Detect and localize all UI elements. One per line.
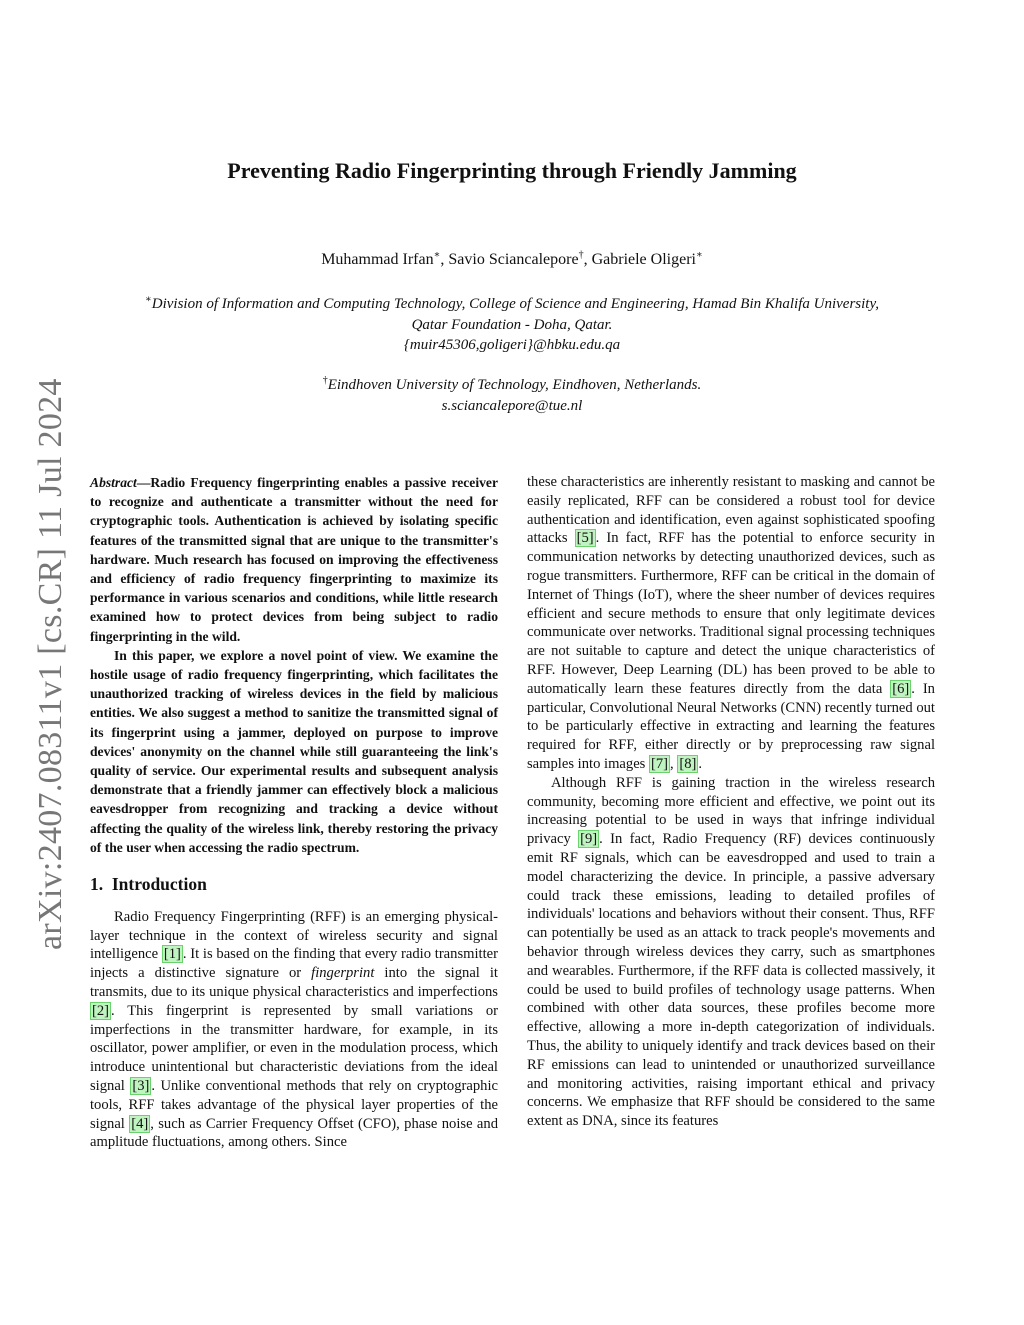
body-text: Radio Frequency Fingerprinting (RFF) is an emerging physical-layer technique in the context of wireless security and signal intelligence	[90, 908, 498, 963]
author-name: Muhammad Irfan	[321, 251, 434, 268]
paper-title: Preventing Radio Fingerprinting through Friendly Jamming	[227, 158, 797, 183]
author-list: Muhammad Irfan∗, Savio Sciancalepore†, Gabriele Oligeri∗	[321, 249, 703, 268]
abstract	[90, 473, 498, 857]
author-name: Savio Sciancalepore	[448, 251, 579, 268]
affiliation-mark: †	[322, 375, 328, 386]
body-paragraph	[527, 774, 935, 1131]
body-text: . Unlike conventional methods that rely on cryptographic tools, RFF takes advantage of the physical layer properties of the signal	[90, 1078, 498, 1132]
abstract-paragraph: In this paper, we explore a novel point of view. We examine the hostile usage of radio frequency fingerprinting, which facilitates the unauthorized tracking of wireless devices in the field by malicious entities. We also suggest a method to sanitize the transmitted signal of its fingerprint using a jammer, deployed on purpose to improve devices' anonymity on the channel while still guaranteeing the link's quality of service. Our experimental results and subsequent analysis demonstrate that a friendly jammer can effectively block a malicious eavesdropper from recognizing and tracking a device without affecting the quality of the wireless link, thereby restoring the privacy of the user when accessing the radio spectrum.	[90, 647, 498, 855]
right-column	[527, 473, 935, 1131]
section-number: 1.	[90, 874, 104, 895]
body-text: . It is based on the finding that every radio transmitter injects a distinctive signature or	[90, 946, 498, 982]
abstract-dash: —	[136, 475, 151, 490]
affiliation-text: Eindhoven University of Technology, Eindhoven, Netherlands.	[327, 377, 702, 393]
citation-link[interactable]: [3]	[132, 1078, 150, 1095]
affiliation-mark: ∗	[433, 249, 441, 261]
affiliation-mark: ∗	[695, 249, 703, 261]
citation-link[interactable]: [5]	[576, 530, 594, 547]
email-address: {muir45306,goligeri}@hbku.edu.qa	[403, 337, 621, 353]
body-text: Although RFF is gaining traction in the wireless research community, becoming more efficient and effective, we point out its increasing potential to be used in ways that infringe individual privacy	[527, 774, 935, 848]
body-text: . In fact, Radio Frequency (RF) devices continuously emit RF signals, which can be eavesdropped and used to train a model characterizing the device. In principle, a passive adversary could track these emissions, leading to detailed profiles of individuals' locations and behaviors without their consent. Thus, RFF can potentially be used as an attack to track people's movements and behavior through wireless devices they carry, such as smartphones and wearables. Furthermore, if the RFF data is collected massively, it could be used to build profiles of technology usage patterns. When combined with other data sources, these profiles become more effective, allowing a more in-depth categorization of individuals. Thus, the ability to uniquely identify and track devices based on their RF emissions can lead to unintended or unauthorized surveillance and monitoring activities, raising important ethical and privacy concerns. We emphasize that RFF should be considered to the same extent as DNA, since its features	[527, 831, 935, 1130]
body-text: ,	[670, 755, 678, 772]
affiliation-text: Division of Information and Computing Technology, College of Science and Engineering, Hamad Bin Khalifa University,	[151, 296, 880, 312]
citation-link[interactable]: [6]	[892, 680, 910, 697]
body-text: . This fingerprint is represented by small variations or imperfections in the transmitter hardware, for example, in its oscillator, power amplifier, or even in the modulation process, which introduce unintentional but characteristic deviations from the ideal signal	[90, 1002, 498, 1095]
body-paragraph	[527, 473, 935, 774]
body-text: . In fact, RFF has the potential to enforce security in communication networks by detecting unauthorized devices, such as rogue transmitters. Furthermore, RFF can be critical in the domain of Internet of Things (IoT), where the sheer number of devices requires efficient and secure methods to ensure that only legitimate devices communicate over networks. Traditional signal processing techniques are not suitable to capture and detect the unique characteristics of RFF. However, Deep Learning (DL) has been proved to be able to automatically learn these features directly from the data	[527, 530, 935, 697]
section-heading	[90, 875, 498, 894]
email-address: s.sciancalepore@tue.nl	[441, 397, 583, 414]
abstract-label: Abstract	[90, 475, 137, 490]
abstract-paragraph: Radio Frequency fingerprinting enables a passive receiver to recognize and authenticate a transmitter without the need for cryptographic tools. Authentication is achieved by isolating specific features of the transmitted signal that are unique to the transmitter's hardware. Much research has focused on improving the effectiveness and efficiency of radio frequency fingerprinting to maximize its performance in various scenarios and conditions, while little research examined how to protect devices from being subject to radio fingerprinting in the wild.	[90, 475, 498, 644]
citation-link[interactable]: [4]	[131, 1115, 149, 1132]
citation-link[interactable]: [9]	[580, 831, 598, 848]
affiliation-block	[60, 294, 964, 356]
citation-link[interactable]: [7]	[651, 755, 669, 772]
arxiv-identifier: arXiv:2407.08311v1 [cs.CR] 11 Jul 2024	[32, 378, 69, 950]
left-column	[90, 473, 498, 1152]
section-title: Introduction	[111, 874, 207, 895]
body-paragraph	[90, 908, 498, 1152]
affiliation-mark: †	[578, 249, 584, 261]
affiliation-mark: ∗	[144, 294, 152, 305]
citation-link[interactable]: [1]	[163, 946, 181, 963]
emphasis-text: fingerprint	[311, 965, 375, 982]
body-text: , such as Carrier Frequency Offset (CFO), phase noise and amplitude fluctuations, among others. Since	[90, 1115, 498, 1151]
citation-link[interactable]: [2]	[92, 1002, 110, 1019]
affiliation-text: Qatar Foundation - Doha, Qatar.	[411, 316, 613, 333]
body-text: .	[698, 755, 703, 772]
author-name: Gabriele Oligeri	[591, 251, 696, 268]
citation-link[interactable]: [8]	[679, 755, 697, 772]
affiliation-block	[60, 375, 964, 416]
body-text: these characteristics are inherently resistant to masking and cannot be easily replicated, RFF can be considered a robust tool for device authentication and identification, even against sophisticated spoofing attacks	[527, 474, 935, 547]
body-text: into the signal it transmits, due to its unique physical characteristics and imperfections	[90, 965, 498, 1001]
body-text: . In particular, Convolutional Neural Networks (CNN) recently turned out to be particularly effective in extracting and learning the features required for RFF, either directly or by preprocessing raw signal samples into images	[527, 680, 935, 772]
